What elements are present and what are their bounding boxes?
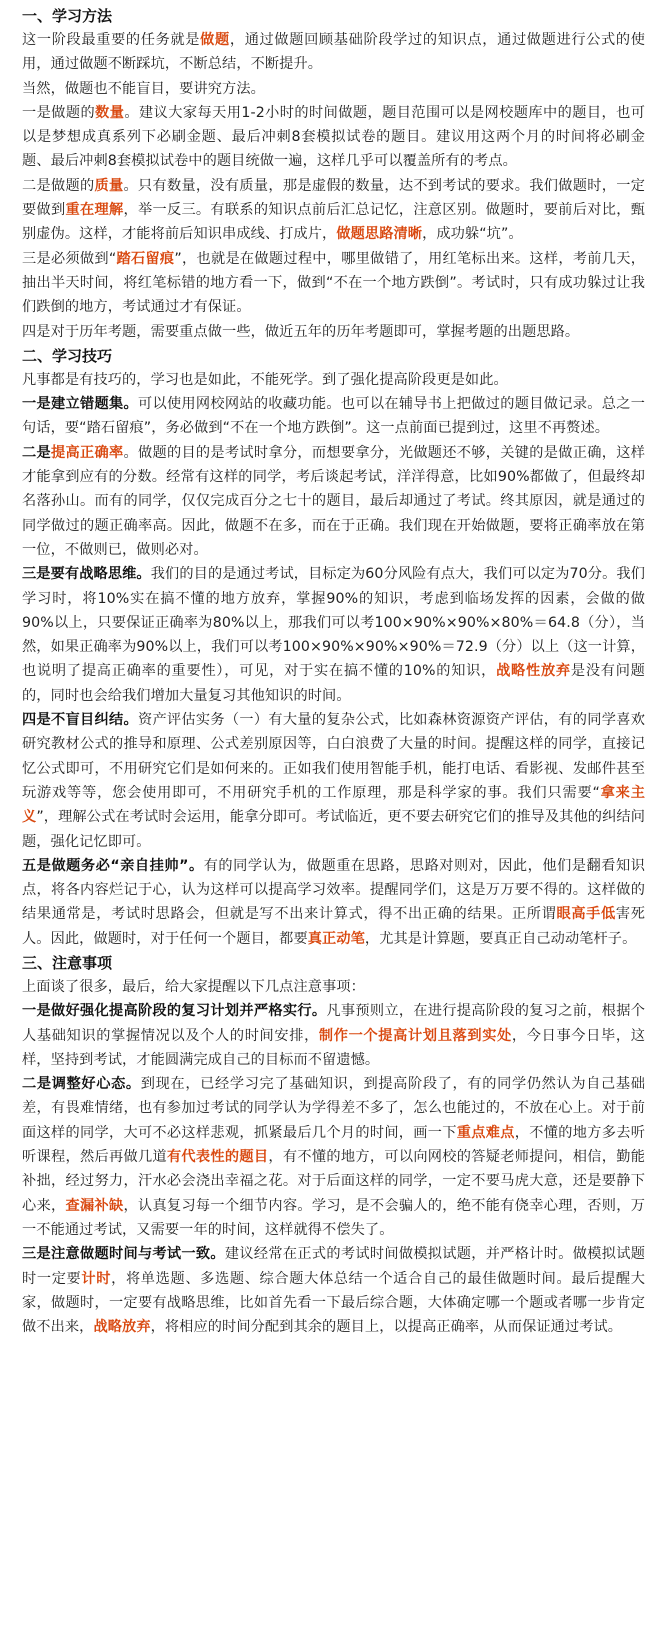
section-heading: 二、学习技巧	[22, 346, 113, 365]
text-run: ，举一反三。有联系的知识点前后汇总记忆，注意区别。做题时，要前后对比，甄别虚伪。这样，才能将前后知识串成线、打成片，	[22, 202, 645, 243]
paragraph	[22, 708, 645, 854]
highlight-text: 质量	[94, 177, 124, 194]
text-run: 三是必须做到“	[22, 250, 117, 267]
highlight-text: 计时	[81, 1270, 112, 1287]
paragraph	[22, 77, 645, 101]
paragraph	[22, 392, 645, 441]
text-run: ，将相应的时间分配到其余的题目上，以提高正确率，从而保证通过考试。	[150, 1319, 623, 1336]
text-run: ，通过做题回顾基础阶段学过的知识点，通过做题进行公式的使用，通过做题不断踩坑，不断总结，不断提升。	[22, 32, 645, 73]
text-run: 四是对于历年考题，需要重点做一些，做近五年的历年考题即可，掌握考题的出题思路。	[22, 323, 580, 340]
highlight-text: 重在理解	[65, 202, 124, 219]
paragraph	[22, 562, 645, 708]
paragraph	[22, 101, 645, 174]
paragraph	[22, 1072, 645, 1242]
text-run: 二是做题的	[22, 177, 95, 194]
bold-lead: 一是做好强化提高阶段的复习计划并严格实行。	[22, 1003, 327, 1020]
highlight-text: 数量	[95, 104, 125, 121]
text-run: ”，理解公式在考试时会运用，能拿分即可。考试临近，更不要去研究它们的推导及其他的纠结问题，强化记忆即可。	[22, 809, 646, 850]
text-run: 建议经常在正式的考试时间做模拟试题，并严格计时。做模拟试题时一定要	[22, 1246, 645, 1287]
bold-lead: 二是	[22, 444, 51, 461]
highlight-text: 眼高手低	[556, 906, 616, 923]
paragraph	[22, 975, 645, 999]
paragraph	[22, 247, 645, 320]
bold-lead: 三是注意做题时间与考试一致。	[22, 1246, 225, 1263]
text-run: ，将单选题、多选题、综合题大体总结一个适合自己的最佳做题时间。最后提醒大家，做题时，一定要有战略思维，比如首先看一下最后综合题，大体确定哪一个题或者哪一步肯定做不出来，	[22, 1270, 646, 1336]
text-run: ，有不懂的地方，可以向网校的答疑老师提问，相信，勤能补拙，经过努力，汗水必会浇出幸福之花。对于后面这样的同学，一定不要马虎大意，还是要静下心来，	[22, 1149, 645, 1214]
highlight-text: 战略性放弃	[496, 663, 571, 680]
highlight-text: 做题思路清晰	[336, 226, 423, 243]
text-run: ，认真复习每一个细节内容。学习，是不会骗人的，绝不能有侥幸心理，否则，万一不能通过考试，又需要一年的时间，这样就得不偿失了。	[22, 1197, 645, 1238]
section-heading: 一、学习方法	[22, 7, 113, 25]
bold-lead: 三是要有战略思维。	[22, 566, 151, 583]
text-run: ”，也就是在做题过程中，哪里做错了，用红笔标出来。这样，考前几天，抽出半天时间，将红笔标错的地方看一下，做到“不在一个地方跌倒”。考试时，只有成功躲过让我们跌倒的地方，考试通过才有保证。	[22, 250, 645, 316]
text-run: 。建议大家每天用1-2小时的时间做题，题目范围可以是网校题库中的题目，也可以是梦想成真系列下必刷金题、最后冲刺8套模拟试卷的题目。建议用这两个月的时间将必刷金题、最后冲刺8套模拟试卷中的题目统做一遍，这样几乎可以覆盖所有的考点。	[22, 104, 646, 170]
text-run: 上面谈了很多，最后，给大家提醒以下几点注意事项：	[22, 978, 365, 995]
section-heading: 三、注意事项	[22, 953, 113, 972]
paragraph	[22, 854, 645, 951]
text-run: 。做题的目的是考试时拿分，而想要拿分，光做题还不够，关键的是做正确，这样才能拿到应有的分数。经常有这样的同学，考后谈起考试，洋洋得意，比如90%都做了，但最终却名落孙山。而有的同学，仅仅完成百分之七十的题目，最后却通过了考试。终其原因，就是通过的同学做过的题正确率高。因此，做题不在多，而在于正确。我们现在开始做题，要将正确率放在第一位，不做则已，做则必对。	[22, 444, 645, 558]
highlight-text: 做题	[200, 32, 230, 48]
highlight-text: 真正动笔	[307, 930, 365, 947]
text-run: 有的同学认为，做题重在思路，思路对则对，因此，他们是翻看知识点，将各内容烂记于心，认为这样可以提高学习效率。提醒同学们，这是万万要不得的。这样做的结果通常是，考试时思路会，但就是写不出来计算式，得不出正确的结果。正所谓	[22, 857, 645, 923]
highlight-text: 提高正确率	[51, 444, 124, 461]
text-run: 。只有数量，没有质量，那是虚假的数量，达不到考试的要求。我们做题时，一定要做到	[22, 177, 645, 219]
text-run: 我们的目的是通过考试，目标定为60分风险有点大，我们可以定为70分。我们学习时，将10%实在搞不懂的地方放弃，掌握90%的知识，考虑到临场发挥的因素，会做的做90%以上，只要保证正确率为80%以上，那我们可以考100×90%×90%×80%＝64.8（分），当然，如果正确率为90%以上，我们可以考100×90%×90%×90%＝72.9（分）以上（这一计算，也说明了提高正确率的重要性），可见，对于实在搞不懂的10%的知识，	[22, 566, 645, 680]
highlight-text: 查漏补缺	[65, 1197, 124, 1214]
text-run: 一是做题的	[22, 104, 96, 121]
text-run: 到现在，已经学习完了基础知识，到提高阶段了，有的同学仍然认为自己基础差，有畏难情绪，也有参加过考试的同学认为学得差不多了，怎么也能过的，不放在心上。对于前面这样的同学，大可不必这样悲观，抓紧最后几个月的时间，画一下	[22, 1076, 645, 1141]
highlight-text: 踏石留痕	[116, 250, 175, 267]
text-run: ，今日事今日毕，这样，坚持到考试，才能圆满完成自己的目标而不留遗憾。	[22, 1027, 645, 1068]
text-run: 害死人。因此，做题时，对于任何一个题目，都要	[22, 906, 645, 947]
bold-lead: 二是调整好心态。	[22, 1076, 141, 1093]
paragraph	[22, 441, 645, 562]
paragraph	[22, 368, 645, 392]
text-run: 这一阶段最重要的任务就是	[22, 32, 201, 48]
paragraph	[22, 174, 645, 247]
text-run: ，尤其是计算题，要真正自己动动笔杆子。	[364, 930, 637, 947]
highlight-text: 拿来主义	[22, 784, 645, 826]
text-run: ，成功躲“坑”。	[422, 226, 523, 243]
text-run: 凡事预则立，在进行提高阶段的复习之前，根据个人基础知识的掌握情况以及个人的时间安排，	[22, 1003, 645, 1044]
bold-lead: 五是做题务必“亲自挂帅”。	[22, 857, 204, 874]
bold-lead: 四是不盲目纠结。	[22, 712, 138, 729]
text-run: 当然，做题也不能盲目，要讲究方法。	[22, 80, 265, 97]
text-run: 资产评估实务（一）有大量的复杂公式，比如森林资源资产评估，有的同学喜欢研究教材公式的推导和原理、公式差别原因等，白白浪费了大量的时间。提醒这样的同学，直接记忆公式即可，不用研究它们是如何来的。正如我们使用智能手机，能打电话、看影视、发邮件甚至玩游戏等等，您会使用即可，不用研究手机的工作原理，那是科学家的事。我们只需要“	[22, 712, 645, 801]
text-run: ，不懂的地方多去听听课程，然后再做几道	[22, 1124, 645, 1166]
paragraph	[22, 1242, 645, 1339]
text-run: 可以使用网校网站的收藏功能。也可以在辅导书上把做过的题目做记录。总之一句话，要“踏石留痕”，务必做到“不在一个地方跌倒”。这一点前面已提到过，这里不再赘述。	[22, 396, 645, 437]
highlight-text: 重点难点	[456, 1124, 515, 1141]
paragraph	[22, 999, 645, 1072]
text-run: 是没有问题的，同时也会给我们增加大量复习其他知识的时间。	[22, 663, 645, 704]
highlight-text: 战略放弃	[93, 1319, 151, 1336]
paragraph	[22, 320, 645, 344]
highlight-text: 制作一个提高计划且落到实处	[318, 1027, 512, 1044]
highlight-text: 有代表性的题目	[166, 1149, 269, 1166]
text-run: 凡事都是有技巧的，学习也是如此，不能死学。到了强化提高阶段更是如此。	[22, 371, 508, 388]
bold-lead: 一是建立错题集。	[22, 396, 138, 413]
paragraph	[22, 28, 645, 77]
